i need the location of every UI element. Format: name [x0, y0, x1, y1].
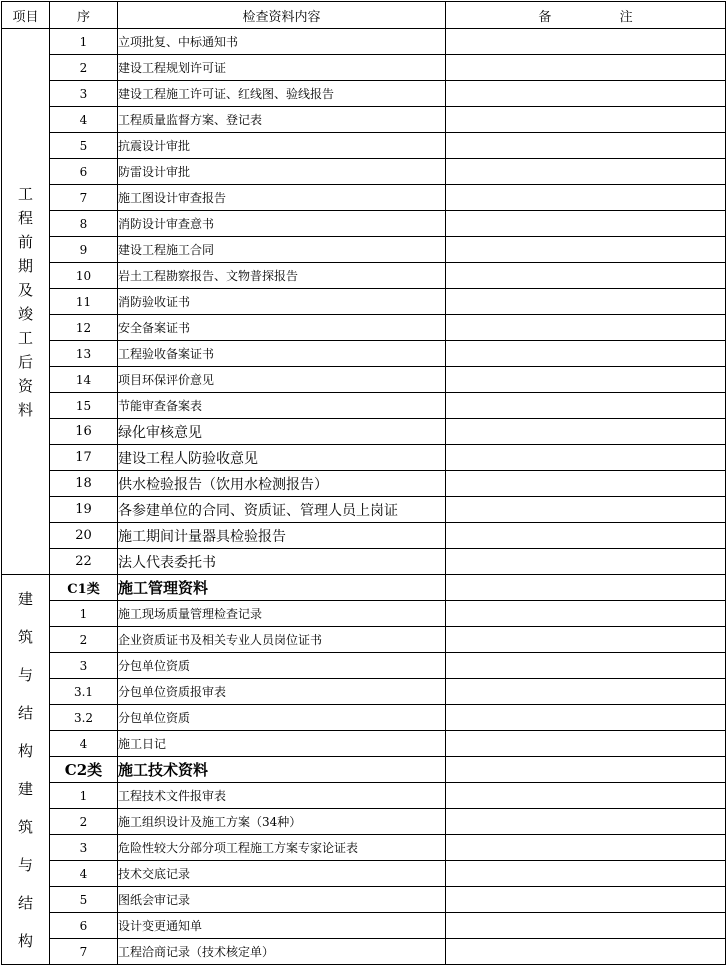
row-number: 14 [50, 367, 118, 393]
row-content: 工程验收备案证书 [118, 341, 446, 367]
row-number: 1 [50, 29, 118, 55]
row-remark [446, 705, 726, 731]
row-content: 消防设计审查意书 [118, 211, 446, 237]
row-content: 施工现场质量管理检查记录 [118, 601, 446, 627]
row-remark [446, 393, 726, 419]
row-content: 图纸会审记录 [118, 887, 446, 913]
table-row [2, 549, 726, 575]
table-row [2, 497, 726, 523]
table-row [2, 107, 726, 133]
row-number: 2 [50, 809, 118, 835]
group-title-char: 及 [17, 280, 33, 299]
row-remark [446, 471, 726, 497]
table-row [2, 289, 726, 315]
row-remark [446, 809, 726, 835]
group-title-char: 建 [17, 780, 33, 798]
group-title-char: 与 [17, 666, 33, 684]
table-row [2, 159, 726, 185]
row-number: 3 [50, 653, 118, 679]
row-remark [446, 29, 726, 55]
table-row [2, 887, 726, 913]
row-number: 12 [50, 315, 118, 341]
table-row [2, 55, 726, 81]
row-number: 4 [50, 861, 118, 887]
row-remark [446, 627, 726, 653]
table-row [2, 29, 726, 55]
row-remark [446, 367, 726, 393]
table-row [2, 939, 726, 965]
row-number: 2 [50, 627, 118, 653]
table-row [2, 393, 726, 419]
table-row [2, 861, 726, 887]
table-row [2, 835, 726, 861]
inspection-table [1, 1, 726, 965]
header-content: 检查资料内容 [118, 2, 446, 29]
row-number: 22 [50, 549, 118, 575]
row-number: 6 [50, 913, 118, 939]
group-title-char: 程 [17, 208, 33, 227]
group-title-char: 竣 [17, 304, 33, 323]
group-title-char: 构 [17, 932, 33, 950]
row-content: 施工组织设计及施工方案（34种） [118, 809, 446, 835]
row-remark [446, 133, 726, 159]
group-title-char: 资 [17, 376, 33, 395]
row-content: 企业资质证书及相关专业人员岗位证书 [118, 627, 446, 653]
table-row [2, 601, 726, 627]
row-remark [446, 185, 726, 211]
row-number: 5 [50, 887, 118, 913]
row-number: 3 [50, 835, 118, 861]
header-remark [446, 2, 726, 29]
row-content: 立项批复、中标通知书 [118, 29, 446, 55]
table-row [2, 809, 726, 835]
row-remark [446, 159, 726, 185]
row-remark [446, 315, 726, 341]
table-row [2, 367, 726, 393]
row-remark [446, 783, 726, 809]
header-remark-b: 注 [619, 9, 633, 25]
row-remark [446, 549, 726, 575]
row-remark [446, 419, 726, 445]
row-remark [446, 939, 726, 965]
category-title: 施工管理资料 [118, 575, 446, 601]
row-content: 工程技术文件报审表 [118, 783, 446, 809]
row-remark [446, 835, 726, 861]
table-row [2, 315, 726, 341]
row-content: 法人代表委托书 [118, 549, 446, 575]
table-row [2, 81, 726, 107]
row-number: 10 [50, 263, 118, 289]
row-number: 11 [50, 289, 118, 315]
row-content: 安全备案证书 [118, 315, 446, 341]
row-content: 抗震设计审批 [118, 133, 446, 159]
row-content: 建设工程人防验收意见 [118, 445, 446, 471]
row-number: 4 [50, 107, 118, 133]
row-number: 3 [50, 81, 118, 107]
row-remark [446, 523, 726, 549]
row-remark [446, 341, 726, 367]
row-remark [446, 653, 726, 679]
table-row [2, 627, 726, 653]
table-row [2, 471, 726, 497]
header-seq: 序 [50, 2, 118, 29]
category-row [2, 575, 726, 601]
table-row [2, 913, 726, 939]
row-content: 分包单位资质 [118, 653, 446, 679]
row-remark [446, 757, 726, 783]
row-number: 4 [50, 731, 118, 757]
row-number: 1 [50, 601, 118, 627]
row-number: 20 [50, 523, 118, 549]
table-row [2, 523, 726, 549]
row-content: 节能审查备案表 [118, 393, 446, 419]
row-content: 项目环保评价意见 [118, 367, 446, 393]
row-remark [446, 211, 726, 237]
row-remark [446, 263, 726, 289]
header-remark-a: 备 [538, 9, 552, 25]
row-content: 施工图设计审查报告 [118, 185, 446, 211]
row-remark [446, 913, 726, 939]
category-code: C1类 [50, 575, 118, 601]
row-number: 9 [50, 237, 118, 263]
group-title-char: 结 [17, 704, 33, 722]
group-title-char: 前 [17, 232, 33, 251]
row-content: 建设工程施工许可证、红线图、验线报告 [118, 81, 446, 107]
row-content: 施工日记 [118, 731, 446, 757]
row-content: 消防验收证书 [118, 289, 446, 315]
row-remark [446, 81, 726, 107]
row-remark [446, 575, 726, 601]
group-title-char: 料 [17, 400, 33, 419]
row-remark [446, 679, 726, 705]
row-content: 分包单位资质 [118, 705, 446, 731]
table-row [2, 731, 726, 757]
row-number: 8 [50, 211, 118, 237]
row-remark [446, 289, 726, 315]
row-content: 工程洽商记录（技术核定单） [118, 939, 446, 965]
row-content: 工程质量监督方案、登记表 [118, 107, 446, 133]
table-row [2, 445, 726, 471]
category-code: C2类 [50, 757, 118, 783]
table-row [2, 419, 726, 445]
table-row [2, 653, 726, 679]
row-content: 各参建单位的合同、资质证、管理人员上岗证 [118, 497, 446, 523]
row-remark [446, 497, 726, 523]
row-number: 18 [50, 471, 118, 497]
table-row [2, 679, 726, 705]
table-row [2, 237, 726, 263]
group-title-char: 筑 [17, 628, 33, 646]
group-title-char: 期 [17, 256, 33, 275]
row-content: 防雷设计审批 [118, 159, 446, 185]
table-row [2, 263, 726, 289]
row-content: 岩土工程勘察报告、文物普探报告 [118, 263, 446, 289]
category-title: 施工技术资料 [118, 757, 446, 783]
row-remark [446, 887, 726, 913]
group-title-char: 与 [17, 856, 33, 874]
row-content: 施工期间计量器具检验报告 [118, 523, 446, 549]
row-number: 7 [50, 185, 118, 211]
row-number: 3.1 [50, 679, 118, 705]
group-title-char: 结 [17, 894, 33, 912]
row-remark [446, 55, 726, 81]
row-number: 16 [50, 419, 118, 445]
row-remark [446, 445, 726, 471]
row-content: 技术交底记录 [118, 861, 446, 887]
row-content: 设计变更通知单 [118, 913, 446, 939]
row-number: 2 [50, 55, 118, 81]
row-remark [446, 861, 726, 887]
row-number: 7 [50, 939, 118, 965]
group-title-char: 建 [17, 590, 33, 608]
table-row [2, 341, 726, 367]
row-content: 危险性较大分部分项工程施工方案专家论证表 [118, 835, 446, 861]
group-title-char: 工 [17, 184, 33, 203]
row-number: 19 [50, 497, 118, 523]
row-remark [446, 601, 726, 627]
category-row [2, 757, 726, 783]
table-row [2, 133, 726, 159]
header-project: 项目 [2, 2, 50, 29]
row-content: 绿化审核意见 [118, 419, 446, 445]
row-number: 1 [50, 783, 118, 809]
table-row [2, 705, 726, 731]
row-number: 6 [50, 159, 118, 185]
group-title-char: 后 [17, 352, 33, 371]
table-row [2, 211, 726, 237]
group-title-construction [2, 575, 50, 965]
row-remark [446, 237, 726, 263]
row-content: 建设工程施工合同 [118, 237, 446, 263]
group-title-char: 构 [17, 742, 33, 760]
row-content: 分包单位资质报审表 [118, 679, 446, 705]
group-title-preliminary [2, 29, 50, 575]
table-row [2, 185, 726, 211]
table-row [2, 783, 726, 809]
row-content: 建设工程规划许可证 [118, 55, 446, 81]
row-remark [446, 107, 726, 133]
row-number: 3.2 [50, 705, 118, 731]
row-number: 17 [50, 445, 118, 471]
header-row [2, 2, 726, 29]
row-number: 15 [50, 393, 118, 419]
row-number: 13 [50, 341, 118, 367]
group-title-char: 筑 [17, 818, 33, 836]
group-title-char: 工 [17, 328, 33, 347]
row-number: 5 [50, 133, 118, 159]
row-remark [446, 731, 726, 757]
row-content: 供水检验报告（饮用水检测报告） [118, 471, 446, 497]
